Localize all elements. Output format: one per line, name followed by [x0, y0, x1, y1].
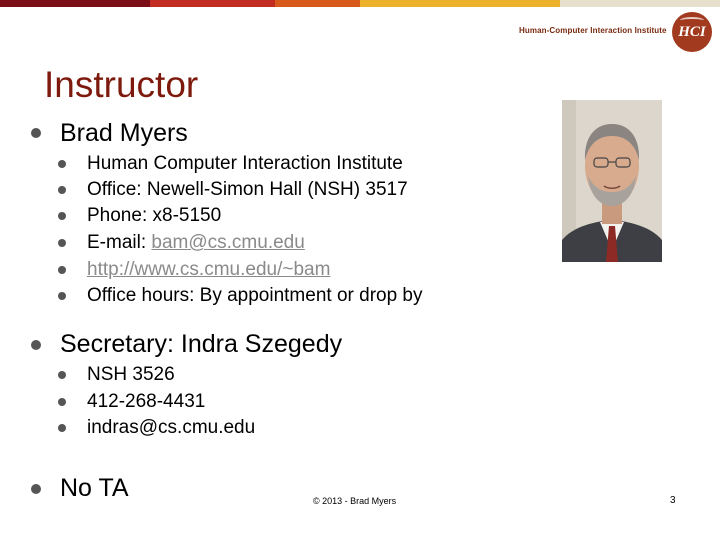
bullet-icon	[58, 424, 66, 432]
bar-segment-maroon	[0, 0, 150, 7]
bullet-icon	[58, 398, 66, 406]
sub-item-secretary-email: indras@cs.cmu.edu	[87, 417, 256, 438]
bar-segment-yellow	[360, 0, 560, 7]
slide-title: Instructor	[44, 64, 199, 105]
page-number: 3	[670, 495, 676, 506]
bullet-icon	[58, 292, 66, 300]
bar-segment-orange	[275, 0, 360, 7]
sub-item-secretary-phone: 412-268-4431	[87, 391, 206, 412]
hci-logo-icon: HCI	[672, 12, 712, 52]
sub-item-institute: Human Computer Interaction Institute	[87, 153, 403, 174]
bullet-icon	[58, 371, 66, 379]
bullet-icon	[31, 340, 41, 350]
email-link[interactable]: bam@cs.cmu.edu	[151, 232, 305, 253]
sub-item-email	[87, 232, 305, 254]
bullet-icon	[58, 160, 66, 168]
bullet-brad-myers: Brad Myers	[60, 119, 188, 147]
bar-segment-beige	[560, 0, 720, 7]
sub-item-office-hours: Office hours: By appointment or drop by	[87, 285, 423, 306]
bar-segment-red	[150, 0, 275, 7]
hcii-logo-text: Human-Computer Interaction Institute	[519, 26, 667, 35]
homepage-link[interactable]: http://www.cs.cmu.edu/~bam	[87, 259, 331, 280]
bullet-icon	[31, 128, 41, 138]
instructor-photo	[562, 100, 662, 262]
sub-item-phone: Phone: x8-5150	[87, 205, 222, 226]
bullet-icon	[58, 186, 66, 194]
bullet-icon	[58, 212, 66, 220]
bullet-icon	[58, 266, 66, 274]
email-prefix: E-mail:	[87, 232, 152, 253]
bullet-icon	[31, 484, 41, 494]
bullet-secretary: Secretary: Indra Szegedy	[60, 330, 343, 358]
sub-item-secretary-office: NSH 3526	[87, 364, 175, 385]
sub-item-office: Office: Newell-Simon Hall (NSH) 3517	[87, 179, 408, 200]
bullet-no-ta: No TA	[60, 474, 129, 502]
footer-copyright: © 2013 - Brad Myers	[313, 496, 397, 506]
top-color-bar	[0, 0, 720, 7]
bullet-icon	[58, 239, 66, 247]
